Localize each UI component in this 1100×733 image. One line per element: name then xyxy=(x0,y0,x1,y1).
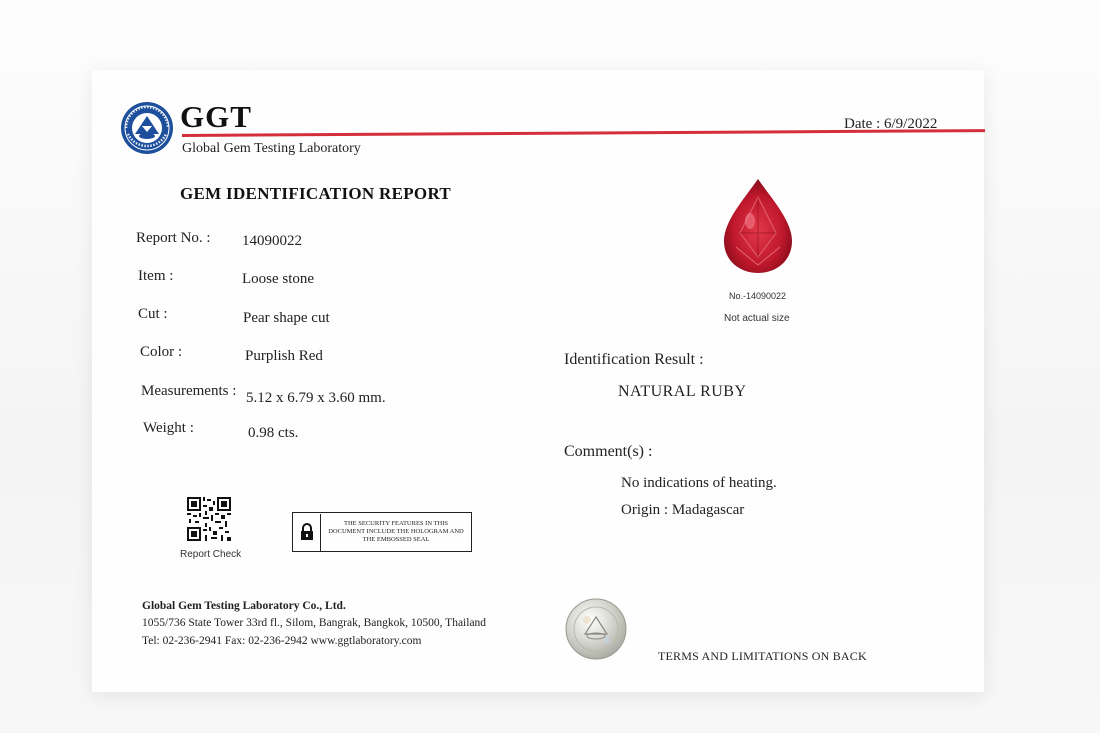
measurements-label: Measurements : xyxy=(141,383,237,399)
weight-label: Weight : xyxy=(143,420,194,436)
certificate-card xyxy=(92,70,984,692)
ggt-seal-logo-icon xyxy=(120,100,174,156)
identification-result-label: Identification Result : xyxy=(564,351,704,368)
hologram-seal-icon xyxy=(565,598,627,660)
color-label: Color : xyxy=(140,344,183,360)
item-value: Loose stone xyxy=(242,271,315,287)
company-name: Global Gem Testing Laboratory Co., Ltd. xyxy=(142,600,346,612)
comment-heating: No indications of heating. xyxy=(621,475,777,491)
stone-number: No.-14090022 xyxy=(729,291,787,301)
identification-result-value: NATURAL RUBY xyxy=(618,383,747,400)
company-contact: Tel: 02-236-2941 Fax: 02-236-2942 www.ggtlaboratory.com xyxy=(142,635,422,647)
qr-label: Report Check xyxy=(180,549,242,560)
comments-label: Comment(s) : xyxy=(564,443,653,460)
stone-note: Not actual size xyxy=(724,313,790,324)
item-label: Item : xyxy=(138,268,174,284)
terms-notice: TERMS AND LIMITATIONS ON BACK xyxy=(658,649,867,663)
comment-origin: Origin : Madagascar xyxy=(621,502,745,518)
cut-value: Pear shape cut xyxy=(243,310,330,326)
brand-name: GGT xyxy=(180,99,252,134)
report-title: GEM IDENTIFICATION REPORT xyxy=(180,184,452,203)
weight-value: 0.98 cts. xyxy=(248,425,299,441)
qr-code-icon[interactable] xyxy=(187,497,231,541)
ruby-stone-photo xyxy=(722,177,794,275)
color-value: Purplish Red xyxy=(245,348,323,364)
cut-label: Cut : xyxy=(138,306,168,322)
security-notice-text: THE SECURITY FEATURES IN THIS DOCUMENT INCLUDE THE HOLOGRAM AND THE EMBOSSED SEAL xyxy=(328,520,464,543)
lock-icon xyxy=(293,514,321,551)
report-no-value: 14090022 xyxy=(242,233,302,249)
security-notice xyxy=(292,512,472,552)
report-date: Date : 6/9/2022 xyxy=(844,116,938,132)
brand-subtitle: Global Gem Testing Laboratory xyxy=(182,141,361,156)
report-no-label: Report No. : xyxy=(136,230,211,246)
company-address: 1055/736 State Tower 33rd fl., Silom, Bangrak, Bangkok, 10500, Thailand xyxy=(142,617,487,629)
measurements-value: 5.12 x 6.79 x 3.60 mm. xyxy=(246,390,386,406)
